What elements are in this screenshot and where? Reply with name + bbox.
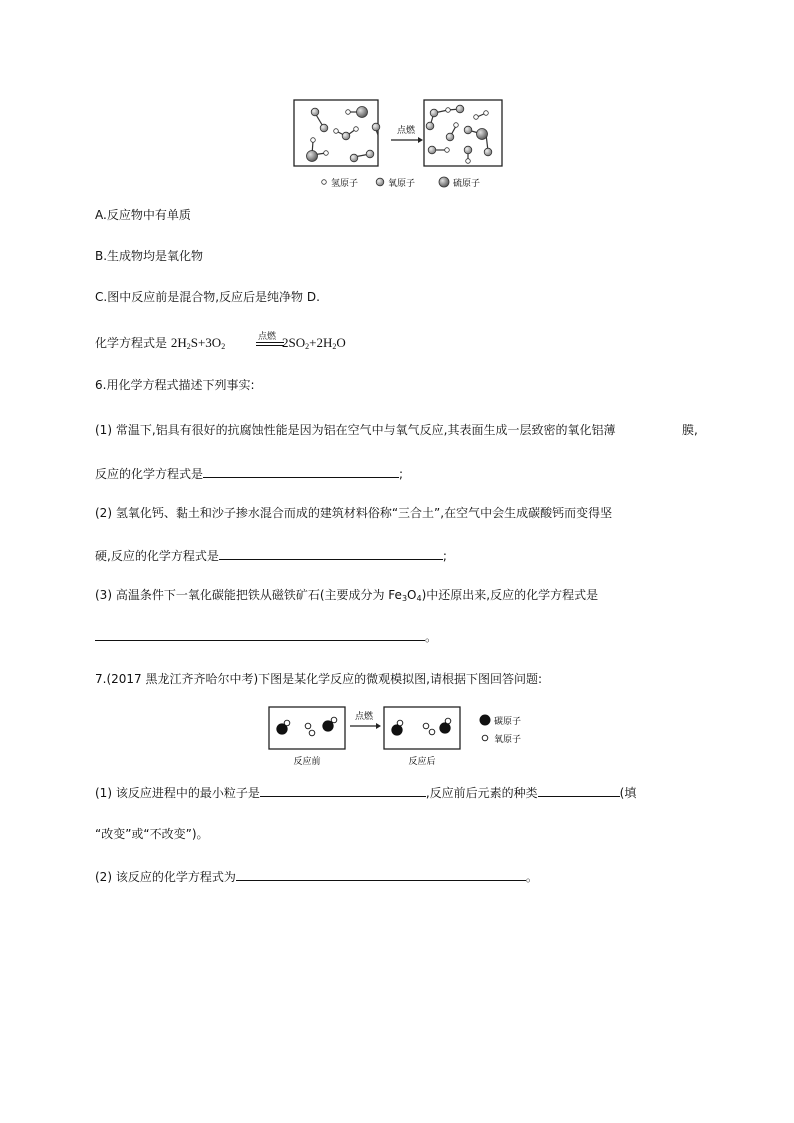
arrow-label-1: 点燃 [396,126,416,136]
option-d [95,335,225,355]
equation-bar-top [256,342,284,343]
legend-2 [480,715,521,745]
legend-hydrogen: 氢原子 [331,179,359,189]
answer-blank-6-3[interactable] [95,628,425,641]
reaction-diagram-2 [266,704,536,770]
option-d-prefix: 化学方程式是 [95,336,168,350]
label-before: 反应前 [293,757,321,767]
q6-part2-line1: (2) 氢氧化钙、黏土和沙子掺水混合而成的建筑材料俗称“三合土”,在空气中会生成碳酸钙而变得坚 [95,506,613,520]
q6-part3-line2: 。 [95,628,437,645]
q7-part2: (2) 该反应的化学方程式为 。 [95,870,538,884]
equation-bar-bottom [256,345,284,346]
hydrogen-atom-icon [322,180,327,185]
q7-part1-line2: “改变”或“不改变”)。 [95,827,209,841]
oxygen-atom-icon-2 [482,735,488,741]
equation-products: $2SO_2+2H_2O$ [282,335,346,351]
reaction-diagram-1 [290,95,506,195]
q6-part3-line1: (3) 高温条件下一氧化碳能把铁从磁铁矿石(主要成分为 $Fe3O_4$)中还原出来,反应的化学方程式是 [95,588,599,603]
q7-part1-line1: (1) 该反应进程中的最小粒子是 ,反应前后元素的种类 (填 [95,786,637,800]
q7-title: 7.(2017 黑龙江齐齐哈尔中考)下图是某化学反应的微观模拟图,请根据下图回答问题: [95,672,543,686]
q6-title: 6.用化学方程式描述下列事实: [95,378,255,392]
option-b: B.生成物均是氧化物 [95,249,204,263]
equation-reactants: $2H_2S+3O_2$ [170,335,226,351]
equation-condition: 点燃 [258,332,277,342]
oxygen-atom-icon [376,178,384,186]
legend-oxygen-2: 氧原子 [494,735,522,745]
q6-part1-line1: (1) 常温下,铝具有很好的抗腐蚀性能是因为铝在空气中与氧气反应,其表面生成一层致密的氧化铝薄 膜, [95,423,698,437]
answer-blank-7-1b[interactable] [538,784,620,797]
answer-blank-6-2[interactable] [219,547,443,560]
legend-1 [322,177,480,189]
option-a: A.反应物中有单质 [95,208,191,222]
label-after: 反应后 [408,757,436,767]
option-c: C.图中反应前是混合物,反应后是纯净物 D. [95,290,320,304]
answer-blank-6-1[interactable] [203,465,399,478]
carbon-atom-icon [480,715,490,725]
answer-blank-7-2[interactable] [236,868,526,881]
legend-sulfur: 硫原子 [453,179,481,189]
arrow-label-2: 点燃 [354,712,374,722]
legend-oxygen: 氧原子 [388,179,416,189]
q6-part2-line2: 硬,反应的化学方程式是 ; [95,549,447,563]
legend-carbon: 碳原子 [494,717,522,727]
sulfur-atom-icon [439,177,449,187]
q6-part1-line2: 反应的化学方程式是 ; [95,467,404,481]
answer-blank-7-1a[interactable] [260,784,426,797]
